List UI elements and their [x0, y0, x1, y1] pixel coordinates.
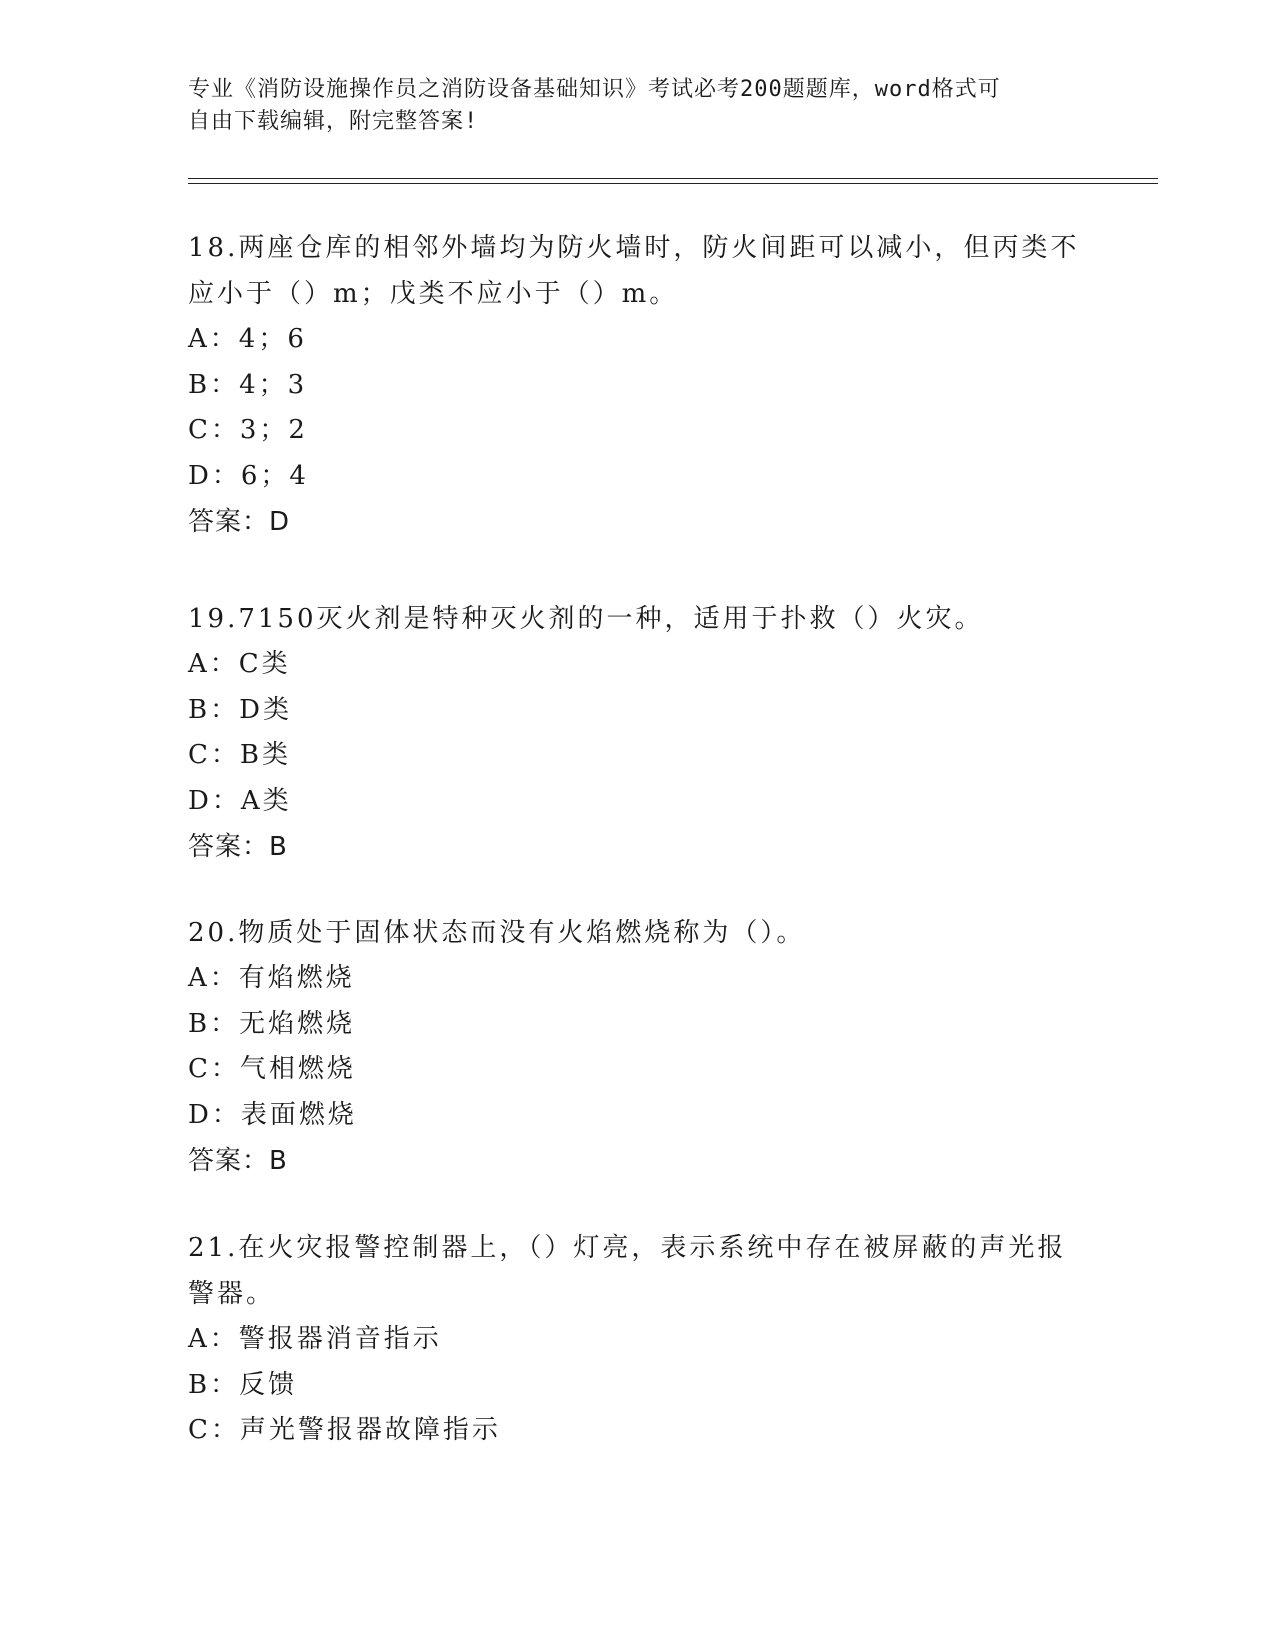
question-stem-line: 应小于（）m；戊类不应小于（）m。	[188, 279, 679, 309]
option-a: A：C类	[188, 649, 291, 679]
answer-line: 答案：B	[188, 1146, 288, 1176]
header-line-1: 专业《消防设施操作员之消防设备基础知识》考试必考200题题库，word格式可	[188, 77, 1001, 102]
question-stem-line: 警器。	[188, 1279, 276, 1309]
answer-line: 答案：D	[188, 507, 291, 537]
option-b: B：反馈	[188, 1369, 298, 1400]
option-c: C：B类	[188, 740, 292, 770]
option-d: D：6；4	[188, 460, 309, 491]
question-18	[188, 225, 1088, 545]
option-d: D：A类	[188, 785, 292, 816]
question-stem-line: 21.在火灾报警控制器上，（）灯亮，表示系统中存在被屏蔽的声光报	[188, 1233, 1067, 1263]
option-b: B：4；3	[188, 369, 308, 400]
option-a: A：4；6	[188, 324, 307, 354]
option-d: D：表面燃烧	[188, 1099, 357, 1130]
header-line-2: 自由下载编辑，附完整答案!	[188, 109, 479, 134]
question-stem-line: 20.物质处于固体状态而没有火焰燃烧称为（）。	[188, 918, 806, 948]
document-header	[188, 74, 1068, 138]
answer-line: 答案：B	[188, 832, 288, 862]
option-c: C：气相燃烧	[188, 1054, 356, 1084]
question-stem-line: 19.7150灭火剂是特种灭火剂的一种，适用于扑救（）火灾。	[188, 604, 984, 634]
question-20	[188, 910, 1088, 1184]
header-divider-bottom	[188, 183, 1158, 184]
option-c: C：声光警报器故障指示	[188, 1415, 501, 1445]
option-c: C：3；2	[188, 415, 308, 445]
option-b: B：无焰燃烧	[188, 1008, 356, 1039]
question-21	[188, 1225, 1088, 1454]
header-divider-top	[188, 178, 1158, 179]
option-a: A：警报器消音指示	[188, 1324, 442, 1354]
question-19	[188, 596, 1088, 870]
option-a: A：有焰燃烧	[188, 963, 355, 993]
question-stem-line: 18.两座仓库的相邻外墙均为防火墙时，防火间距可以减小，但丙类不	[188, 233, 1080, 263]
option-b: B：D类	[188, 694, 292, 725]
